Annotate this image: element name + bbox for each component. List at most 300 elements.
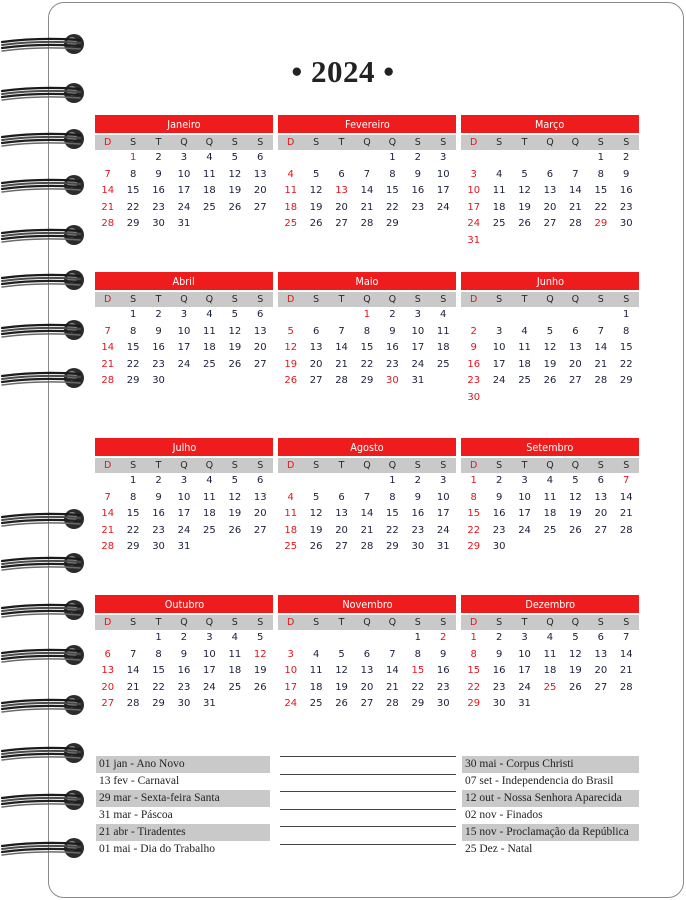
weekday-label: T (155, 460, 162, 471)
day-cell: 14 (594, 342, 608, 353)
day-cell: 17 (518, 508, 531, 519)
day-cell: 11 (203, 168, 216, 180)
day-cell: 10 (436, 491, 450, 503)
day-cell: 10 (177, 325, 191, 337)
day-cell: 10 (284, 665, 298, 676)
weekday-row (461, 458, 639, 473)
day-cell: 5 (312, 491, 320, 503)
day-cell: 1 (623, 309, 630, 320)
day-cell: 12 (543, 342, 557, 353)
day-cell: 27 (543, 218, 557, 229)
day-cell: 15 (411, 665, 425, 676)
day-cell: 23 (619, 201, 633, 213)
day-cell: 16 (619, 185, 633, 196)
day-cell: 16 (492, 508, 506, 519)
day-cell: 15 (386, 508, 399, 519)
day-cell: 9 (495, 648, 503, 660)
day-cell: 18 (203, 342, 216, 353)
day-cell: 11 (309, 665, 323, 676)
day-cell: 13 (101, 665, 115, 676)
day-cell: 21 (101, 524, 115, 536)
day-cell: 22 (467, 524, 481, 536)
day-cell: 9 (389, 325, 396, 337)
day-cell: 5 (231, 152, 238, 163)
empty-cell (461, 150, 486, 167)
empty-cell (512, 307, 537, 324)
month-header (461, 438, 639, 456)
day-cell: 2 (414, 152, 421, 163)
day-cell: 28 (569, 218, 582, 229)
empty-cell (329, 473, 354, 490)
day-cell: 7 (104, 325, 111, 337)
day-cell: 25 (203, 358, 216, 370)
day-cell: 26 (309, 218, 323, 229)
day-cell: 20 (335, 524, 348, 536)
weekday-label: T (521, 617, 528, 628)
day-cell: 5 (257, 632, 264, 643)
day-cell: 14 (360, 185, 374, 196)
weekday-label: T (155, 137, 162, 148)
day-cell: 21 (101, 201, 115, 213)
weekday-label: S (623, 294, 630, 305)
weekday-label: T (155, 294, 162, 305)
weekday-label: D (104, 617, 112, 628)
holiday-item: 21 abr - Tiradentes (96, 824, 270, 841)
day-cell: 22 (594, 201, 608, 213)
day-cell: 17 (284, 681, 298, 693)
day-cell: 22 (152, 681, 165, 693)
spiral-ring-icon (2, 790, 84, 810)
spiral-ring-icon (2, 175, 84, 195)
day-cell: 8 (414, 648, 421, 660)
empty-cell (354, 473, 379, 490)
weekday-label: S (313, 294, 320, 305)
empty-cell (512, 150, 537, 167)
note-line (280, 774, 456, 775)
month-name: Fevereiro (344, 118, 390, 131)
day-cell: 31 (203, 698, 216, 709)
day-cell: 28 (619, 524, 633, 536)
day-cell: 11 (228, 648, 242, 660)
weekday-label: S (597, 137, 604, 148)
day-cell: 3 (470, 168, 477, 180)
day-cell: 3 (495, 325, 503, 337)
weekday-label: S (257, 137, 264, 148)
day-cell: 21 (101, 358, 115, 370)
day-cell: 21 (619, 508, 633, 519)
spiral-ring-icon (2, 645, 84, 665)
day-cell: 20 (101, 681, 115, 693)
day-cell: 17 (177, 508, 191, 519)
month-name: Março (535, 118, 565, 131)
day-cell: 29 (467, 541, 481, 552)
day-cell: 26 (309, 541, 323, 552)
weekday-label: S (597, 294, 604, 305)
note-lines (280, 756, 456, 862)
day-cell: 15 (360, 342, 374, 353)
holiday-item: 15 nov - Proclamação da República (462, 824, 639, 841)
day-cell: 10 (177, 168, 191, 180)
day-cell: 6 (257, 475, 264, 486)
note-line (280, 791, 456, 792)
day-cell: 1 (389, 475, 396, 486)
day-cell: 17 (177, 342, 191, 353)
day-cell: 27 (253, 358, 267, 370)
day-cell: 3 (180, 152, 188, 163)
day-cell: 30 (152, 218, 165, 229)
day-cell: 7 (572, 168, 579, 180)
day-cell: 14 (386, 665, 399, 676)
day-cell: 18 (284, 201, 298, 213)
weekday-label: T (338, 137, 345, 148)
day-cell: 7 (363, 168, 371, 180)
day-cell: 25 (436, 358, 450, 370)
weekday-label: D (287, 294, 295, 305)
day-cell: 18 (543, 665, 557, 676)
day-cell: 14 (101, 185, 115, 196)
empty-cell (303, 307, 328, 324)
day-cell: 4 (495, 168, 503, 180)
day-cell: 8 (470, 491, 477, 503)
day-cell: 5 (546, 325, 554, 337)
day-cell: 8 (623, 325, 630, 337)
day-cell: 24 (436, 201, 450, 213)
weekday-row (95, 458, 273, 473)
day-cell: 17 (467, 201, 481, 213)
weekday-label: S (414, 617, 421, 628)
day-cell: 4 (440, 309, 447, 320)
day-cell: 1 (363, 309, 371, 320)
day-cell: 4 (312, 648, 320, 660)
day-cell: 15 (619, 342, 633, 353)
day-cell: 29 (411, 698, 425, 709)
day-cell: 14 (619, 491, 633, 503)
day-cell: 20 (594, 508, 608, 519)
day-cell: 3 (440, 475, 447, 486)
day-cell: 8 (389, 168, 396, 180)
day-cell: 26 (228, 201, 242, 213)
day-cell: 24 (411, 358, 425, 370)
day-cell: 6 (257, 309, 264, 320)
day-cell: 29 (126, 541, 140, 552)
days-grid (278, 473, 456, 556)
day-cell: 1 (470, 475, 477, 486)
day-cell: 2 (180, 632, 188, 643)
day-cell: 15 (467, 508, 481, 519)
day-cell: 2 (414, 475, 421, 486)
day-cell: 10 (203, 648, 216, 660)
day-cell: 11 (492, 185, 506, 196)
weekday-label: S (257, 460, 264, 471)
day-cell: 31 (177, 541, 191, 552)
day-cell: 1 (414, 632, 421, 643)
day-cell: 13 (335, 508, 348, 519)
weekday-label: T (521, 294, 528, 305)
weekday-label: S (231, 460, 238, 471)
day-cell: 22 (467, 681, 481, 693)
day-cell: 19 (228, 508, 242, 519)
weekday-label: S (414, 294, 421, 305)
day-cell: 27 (101, 698, 115, 709)
day-cell: 7 (104, 168, 111, 180)
holiday-item: 31 mar - Páscoa (99, 809, 173, 821)
weekday-label: S (130, 294, 137, 305)
day-cell: 1 (129, 152, 137, 163)
day-cell: 27 (309, 375, 323, 386)
weekday-label: Q (205, 294, 214, 305)
day-cell: 20 (253, 185, 267, 196)
day-cell: 2 (495, 475, 503, 486)
day-cell: 14 (101, 342, 115, 353)
day-cell: 12 (228, 491, 242, 503)
holiday-list-left (96, 756, 270, 858)
day-cell: 31 (436, 541, 450, 552)
weekday-label: T (155, 617, 162, 628)
empty-cell (278, 473, 303, 490)
day-cell: 2 (440, 632, 447, 643)
day-cell: 26 (228, 524, 242, 536)
empty-cell (563, 150, 588, 167)
weekday-row (461, 292, 639, 307)
day-cell: 19 (253, 665, 267, 676)
month-header (278, 115, 456, 133)
day-cell: 2 (623, 152, 630, 163)
note-line (280, 756, 456, 757)
empty-cell (461, 307, 486, 324)
month-header (95, 272, 273, 290)
holiday-item: 30 mai - Corpus Christi (462, 756, 639, 773)
day-cell: 7 (389, 648, 396, 660)
day-cell: 29 (386, 541, 399, 552)
day-cell: 22 (386, 524, 399, 536)
weekday-label: Q (180, 617, 188, 628)
weekday-label: Q (205, 460, 214, 471)
empty-cell (95, 630, 120, 647)
day-cell: 22 (411, 681, 425, 693)
day-cell: 3 (414, 309, 421, 320)
day-cell: 24 (177, 524, 191, 536)
weekday-label: Q (388, 137, 397, 148)
empty-cell (95, 473, 120, 490)
weekday-row (278, 135, 456, 150)
day-cell: 24 (518, 524, 531, 536)
day-cell: 2 (389, 309, 396, 320)
day-cell: 15 (126, 508, 140, 519)
spiral-ring-icon (2, 34, 84, 54)
days-grid (95, 630, 273, 713)
spiral-ring-icon (2, 695, 84, 715)
day-cell: 16 (386, 342, 399, 353)
day-cell: 21 (386, 681, 399, 693)
day-cell: 20 (543, 201, 557, 213)
day-cell: 3 (206, 632, 213, 643)
day-cell: 18 (518, 358, 531, 370)
month-calendar (278, 595, 456, 713)
month-header (278, 595, 456, 613)
day-cell: 2 (495, 632, 503, 643)
day-cell: 27 (253, 524, 267, 536)
day-cell: 30 (492, 698, 506, 709)
day-cell: 11 (436, 325, 450, 337)
day-cell: 7 (129, 648, 137, 660)
day-cell: 8 (363, 325, 371, 337)
weekday-label: S (414, 460, 421, 471)
empty-cell (303, 473, 328, 490)
day-cell: 14 (126, 665, 140, 676)
days-grid (461, 307, 639, 406)
weekday-label: D (104, 460, 112, 471)
day-cell: 8 (597, 168, 604, 180)
weekday-label: D (104, 137, 112, 148)
day-cell: 9 (495, 491, 503, 503)
month-name: Novembro (341, 598, 393, 611)
weekday-row (278, 292, 456, 307)
spiral-ring-icon (2, 320, 84, 340)
day-cell: 4 (287, 168, 294, 180)
day-cell: 9 (414, 168, 421, 180)
day-cell: 12 (228, 168, 242, 180)
weekday-label: S (257, 617, 264, 628)
day-cell: 30 (386, 375, 399, 386)
day-cell: 24 (177, 201, 191, 213)
spiral-ring-icon (2, 553, 84, 573)
day-cell: 13 (594, 491, 608, 503)
day-cell: 7 (623, 475, 630, 486)
weekday-label: Q (546, 617, 554, 628)
day-cell: 26 (335, 698, 348, 709)
day-cell: 26 (284, 375, 298, 386)
empty-cell (120, 630, 145, 647)
day-cell: 3 (180, 475, 188, 486)
day-cell: 22 (360, 358, 374, 370)
weekday-label: D (287, 137, 295, 148)
weekday-label: Q (571, 617, 580, 628)
day-cell: 3 (180, 309, 188, 320)
spiral-ring-icon (2, 743, 84, 763)
day-cell: 9 (440, 648, 447, 660)
day-cell: 16 (152, 342, 165, 353)
weekday-label: Q (546, 460, 554, 471)
day-cell: 3 (440, 152, 447, 163)
day-cell: 28 (360, 541, 374, 552)
day-cell: 5 (231, 309, 238, 320)
day-cell: 12 (309, 185, 323, 196)
month-calendar (95, 595, 273, 713)
empty-cell (354, 630, 379, 647)
day-cell: 6 (546, 168, 554, 180)
holiday-item: 13 fev - Carnaval (99, 775, 180, 787)
day-cell: 24 (492, 375, 506, 386)
month-calendar (461, 272, 639, 406)
day-cell: 1 (597, 152, 604, 163)
day-cell: 3 (287, 648, 294, 660)
days-grid (461, 150, 639, 249)
weekday-label: Q (388, 460, 397, 471)
weekday-label: Q (180, 294, 188, 305)
day-cell: 18 (203, 508, 216, 519)
day-cell: 8 (129, 168, 137, 180)
day-cell: 5 (572, 475, 579, 486)
day-cell: 4 (206, 475, 213, 486)
day-cell: 30 (436, 698, 450, 709)
day-cell: 16 (436, 665, 450, 676)
day-cell: 11 (518, 342, 531, 353)
empty-cell (278, 307, 303, 324)
day-cell: 16 (152, 185, 165, 196)
day-cell: 4 (546, 632, 554, 643)
day-cell: 1 (129, 309, 137, 320)
month-calendar (461, 438, 639, 556)
day-cell: 7 (338, 325, 345, 337)
day-cell: 31 (411, 375, 425, 386)
day-cell: 12 (335, 665, 348, 676)
day-cell: 26 (253, 681, 267, 693)
days-grid (278, 150, 456, 233)
day-cell: 19 (284, 358, 298, 370)
day-cell: 10 (467, 185, 481, 196)
weekday-label: Q (571, 294, 580, 305)
weekday-label: Q (205, 617, 214, 628)
weekday-label: T (338, 617, 345, 628)
weekday-label: Q (388, 294, 397, 305)
day-cell: 5 (287, 325, 294, 337)
day-cell: 26 (569, 524, 582, 536)
day-cell: 10 (177, 491, 191, 503)
day-cell: 20 (335, 201, 348, 213)
days-grid (461, 473, 639, 556)
day-cell: 9 (623, 168, 630, 180)
spiral-ring-icon (2, 600, 84, 620)
weekday-label: T (338, 460, 345, 471)
day-cell: 23 (492, 681, 506, 693)
day-cell: 27 (594, 681, 608, 693)
day-cell: 16 (411, 508, 425, 519)
note-line (280, 826, 456, 827)
day-cell: 5 (338, 648, 345, 660)
day-cell: 21 (360, 524, 374, 536)
weekday-label: D (287, 617, 295, 628)
day-cell: 21 (569, 201, 582, 213)
day-cell: 14 (335, 342, 348, 353)
weekday-row (278, 458, 456, 473)
holiday-item: 25 Dez - Natal (465, 843, 533, 855)
holiday-item: 01 mai - Dia do Trabalho (99, 843, 215, 855)
day-cell: 23 (467, 375, 481, 386)
day-cell: 25 (309, 698, 323, 709)
day-cell: 4 (287, 491, 294, 503)
day-cell: 13 (543, 185, 557, 196)
weekday-label: Q (388, 617, 397, 628)
day-cell: 17 (177, 185, 191, 196)
day-cell: 8 (155, 648, 162, 660)
day-cell: 11 (543, 648, 557, 660)
empty-cell (563, 307, 588, 324)
day-cell: 14 (619, 648, 633, 660)
day-cell: 10 (518, 491, 531, 503)
empty-cell (354, 150, 379, 167)
day-cell: 15 (126, 342, 140, 353)
holiday-list-right (462, 756, 639, 858)
month-header (461, 115, 639, 133)
day-cell: 6 (338, 491, 345, 503)
day-cell: 29 (594, 218, 608, 229)
day-cell: 23 (152, 358, 165, 370)
day-cell: 4 (231, 632, 238, 643)
empty-cell (537, 150, 562, 167)
day-cell: 9 (470, 342, 477, 353)
weekday-label: S (440, 460, 447, 471)
days-grid (95, 473, 273, 556)
